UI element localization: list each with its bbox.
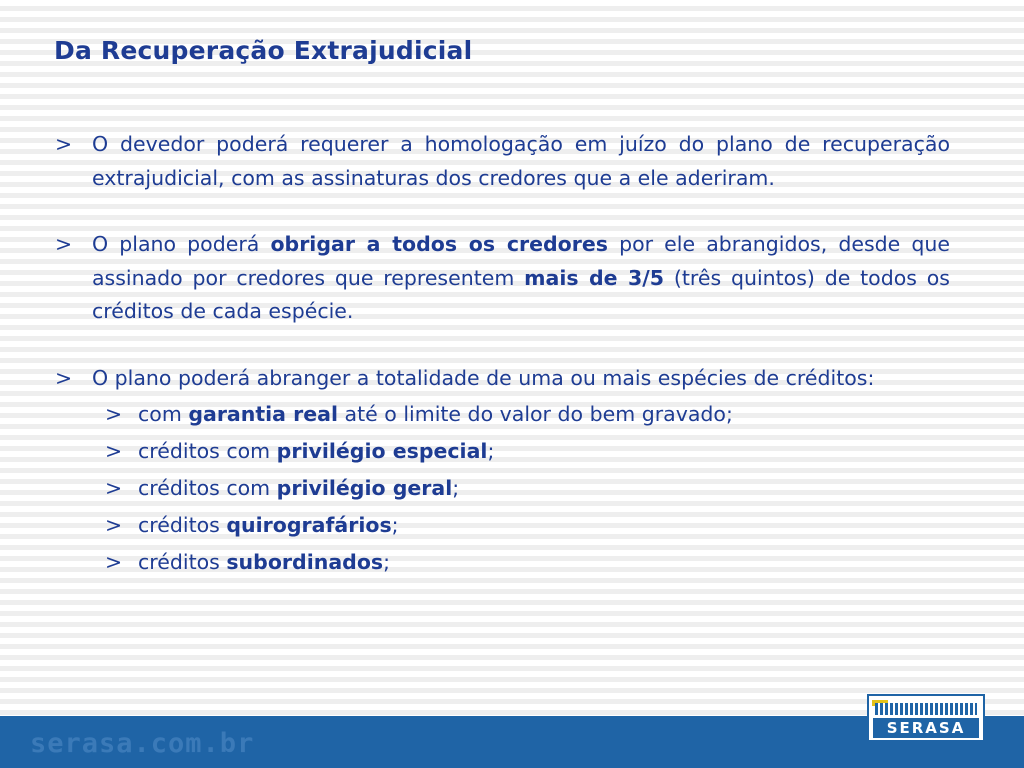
sub-item-subordinados: [55, 546, 950, 578]
sub-item-pre: com: [138, 402, 189, 426]
slide-title: Da Recuperação Extrajudicial: [54, 36, 473, 65]
sub-bullet-marker: >: [105, 476, 123, 500]
sub-item-bold: privilégio especial: [276, 439, 488, 463]
logo-stripes-icon: [875, 703, 977, 715]
paragraph-1-text: O devedor poderá requerer a homologação em juízo do plano de recuperação extrajudicial, com as assinaturas dos credores que a ele aderiram.: [92, 132, 950, 190]
sub-bullet-marker: >: [105, 439, 123, 463]
sub-item-privilegio-especial: [55, 435, 950, 467]
sub-item-post: ;: [391, 513, 399, 537]
bullet-marker: >: [55, 365, 73, 390]
logo-brand-text: SERASA: [873, 718, 979, 738]
bullet-paragraph-3: [55, 362, 950, 396]
sub-item-post: até o limite do valor do bem gravado;: [338, 402, 733, 426]
bullet-paragraph-1: [55, 128, 950, 195]
sub-item-post: ;: [452, 476, 460, 500]
paragraph-3-text: O plano poderá abranger a totalidade de uma ou mais espécies de créditos:: [92, 365, 875, 390]
sub-item-privilegio-geral: [55, 472, 950, 504]
sub-item-pre: créditos com: [138, 439, 277, 463]
bullet-marker: >: [55, 232, 73, 256]
sub-item-bold: subordinados: [226, 550, 384, 574]
sub-item-garantia-real: [55, 398, 950, 430]
sub-item-bold: privilégio geral: [276, 476, 453, 500]
sub-bullet-marker: >: [105, 550, 123, 574]
sub-item-quirografarios: [55, 509, 950, 541]
sub-item-pre: créditos: [138, 513, 227, 537]
bullet-paragraph-2: [55, 228, 950, 329]
serasa-logo: [867, 694, 985, 742]
paragraph-2-mid: por ele abrangidos, desde que assinado por credores que representem: [92, 232, 950, 290]
sub-item-pre: créditos: [138, 550, 227, 574]
sub-item-bold: garantia real: [188, 402, 339, 426]
footer-site-text: serasa.com.br: [30, 728, 255, 759]
paragraph-2-bold-fraction: mais de 3/5: [524, 265, 665, 290]
sub-item-pre: créditos com: [138, 476, 277, 500]
paragraph-2-post: (três quintos) de todos os créditos de cada espécie.: [92, 265, 950, 323]
paragraph-2-bold-credores: obrigar a todos os credores: [270, 232, 608, 256]
sub-item-post: ;: [383, 550, 391, 574]
sub-item-post: ;: [487, 439, 495, 463]
slide-content: [55, 128, 950, 583]
sub-bullet-marker: >: [105, 513, 123, 537]
paragraph-2-pre: O plano poderá: [92, 232, 271, 256]
bullet-marker: >: [55, 132, 73, 156]
sub-item-bold: quirografários: [226, 513, 392, 537]
sub-bullet-marker: >: [105, 402, 123, 426]
